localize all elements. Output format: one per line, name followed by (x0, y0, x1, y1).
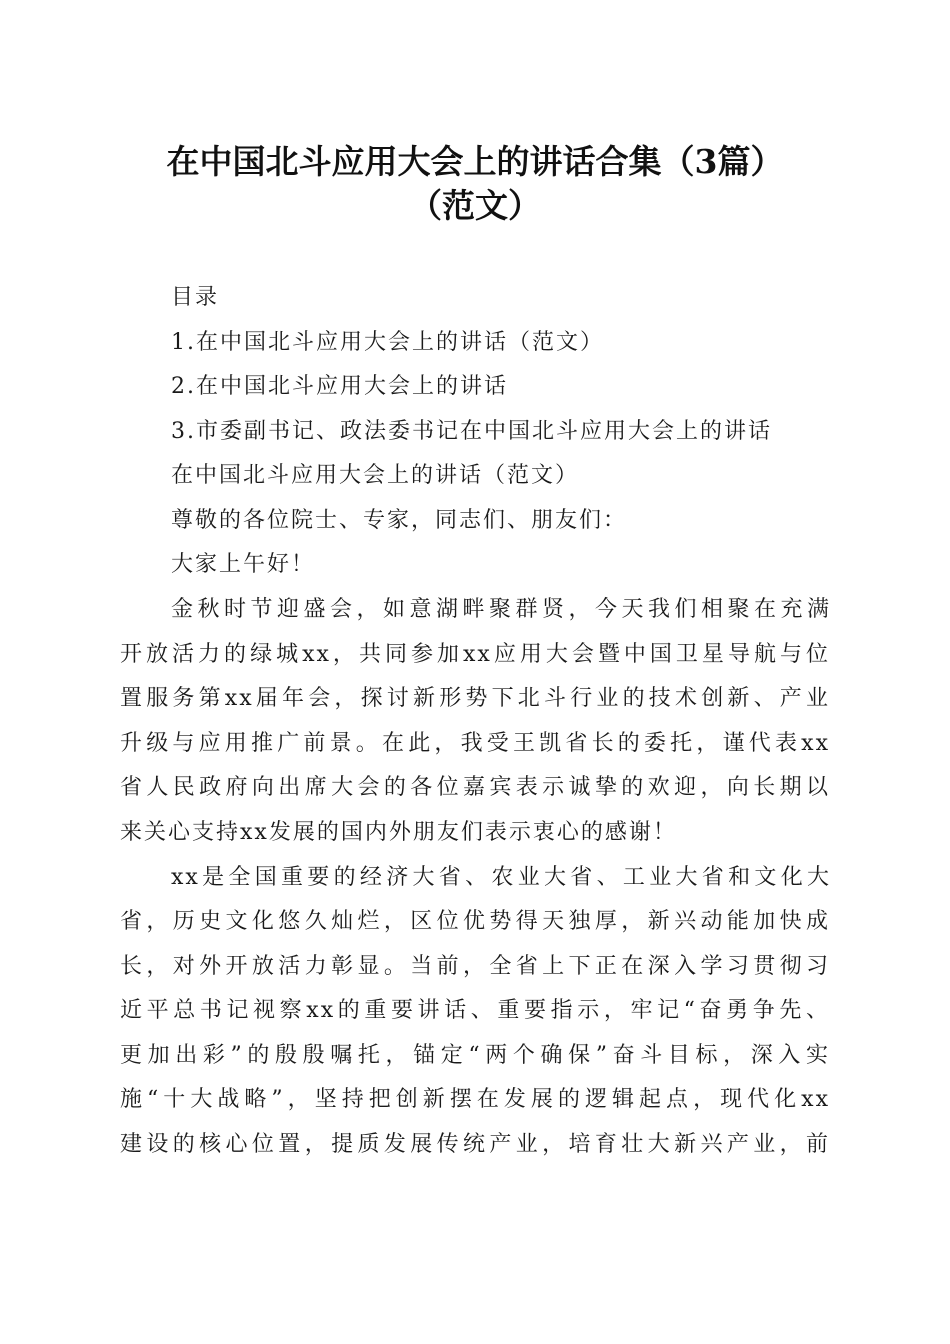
paragraph-line: 省，历史文化悠久灿烂，区位优势得天独厚，新兴动能加快成 (120, 909, 830, 934)
paragraph-line: xx是全国重要的经济大省、农业大省、工业大省和文化大 (171, 865, 831, 890)
toc-item-1: 1.在中国北斗应用大会上的讲话（范文） (171, 330, 604, 355)
speech-greeting: 大家上午好！ (171, 552, 316, 577)
toc-item-2: 2.在中国北斗应用大会上的讲话 (171, 374, 508, 399)
document-title-line-2: （范文） (409, 186, 541, 225)
toc-heading: 目录 (171, 285, 220, 310)
paragraph-line: 来关心支持xx发展的国内外朋友们表示衷心的感谢！ (120, 820, 677, 845)
speech-salutation: 尊敬的各位院士、专家，同志们、朋友们： (171, 508, 628, 533)
paragraph-line: 金秋时节迎盛会，如意湖畔聚群贤，今天我们相聚在充满 (171, 597, 831, 622)
toc-item-3: 3.市委副书记、政法委书记在中国北斗应用大会上的讲话 (171, 419, 772, 444)
paragraph-line: 升级与应用推广前景。在此，我受王凯省长的委托，谨代表xx (120, 731, 830, 756)
paragraph-line: 长，对外开放活力彰显。当前，全省上下正在深入学习贯彻习 (120, 954, 830, 979)
paragraph-line: 近平总书记视察xx的重要讲话、重要指示，牢记“奋勇争先、 (120, 998, 830, 1023)
paragraph-line: 置服务第xx届年会，探讨新形势下北斗行业的技术创新、产业 (120, 686, 830, 711)
paragraph-line: 施“十大战略”，坚持把创新摆在发展的逻辑起点，现代化xx (120, 1087, 830, 1112)
speech-title: 在中国北斗应用大会上的讲话（范文） (171, 463, 580, 488)
document-title-line-1: 在中国北斗应用大会上的讲话合集（3篇） (166, 142, 784, 181)
paragraph-line: 更加出彩”的殷殷嘱托，锚定“两个确保”奋斗目标，深入实 (120, 1043, 830, 1068)
paragraph-line: 建设的核心位置，提质发展传统产业，培育壮大新兴产业，前 (120, 1132, 830, 1157)
paragraph-line: 省人民政府向出席大会的各位嘉宾表示诚挚的欢迎，向长期以 (120, 775, 830, 800)
paragraph-line: 开放活力的绿城xx，共同参加xx应用大会暨中国卫星导航与位 (120, 642, 830, 667)
